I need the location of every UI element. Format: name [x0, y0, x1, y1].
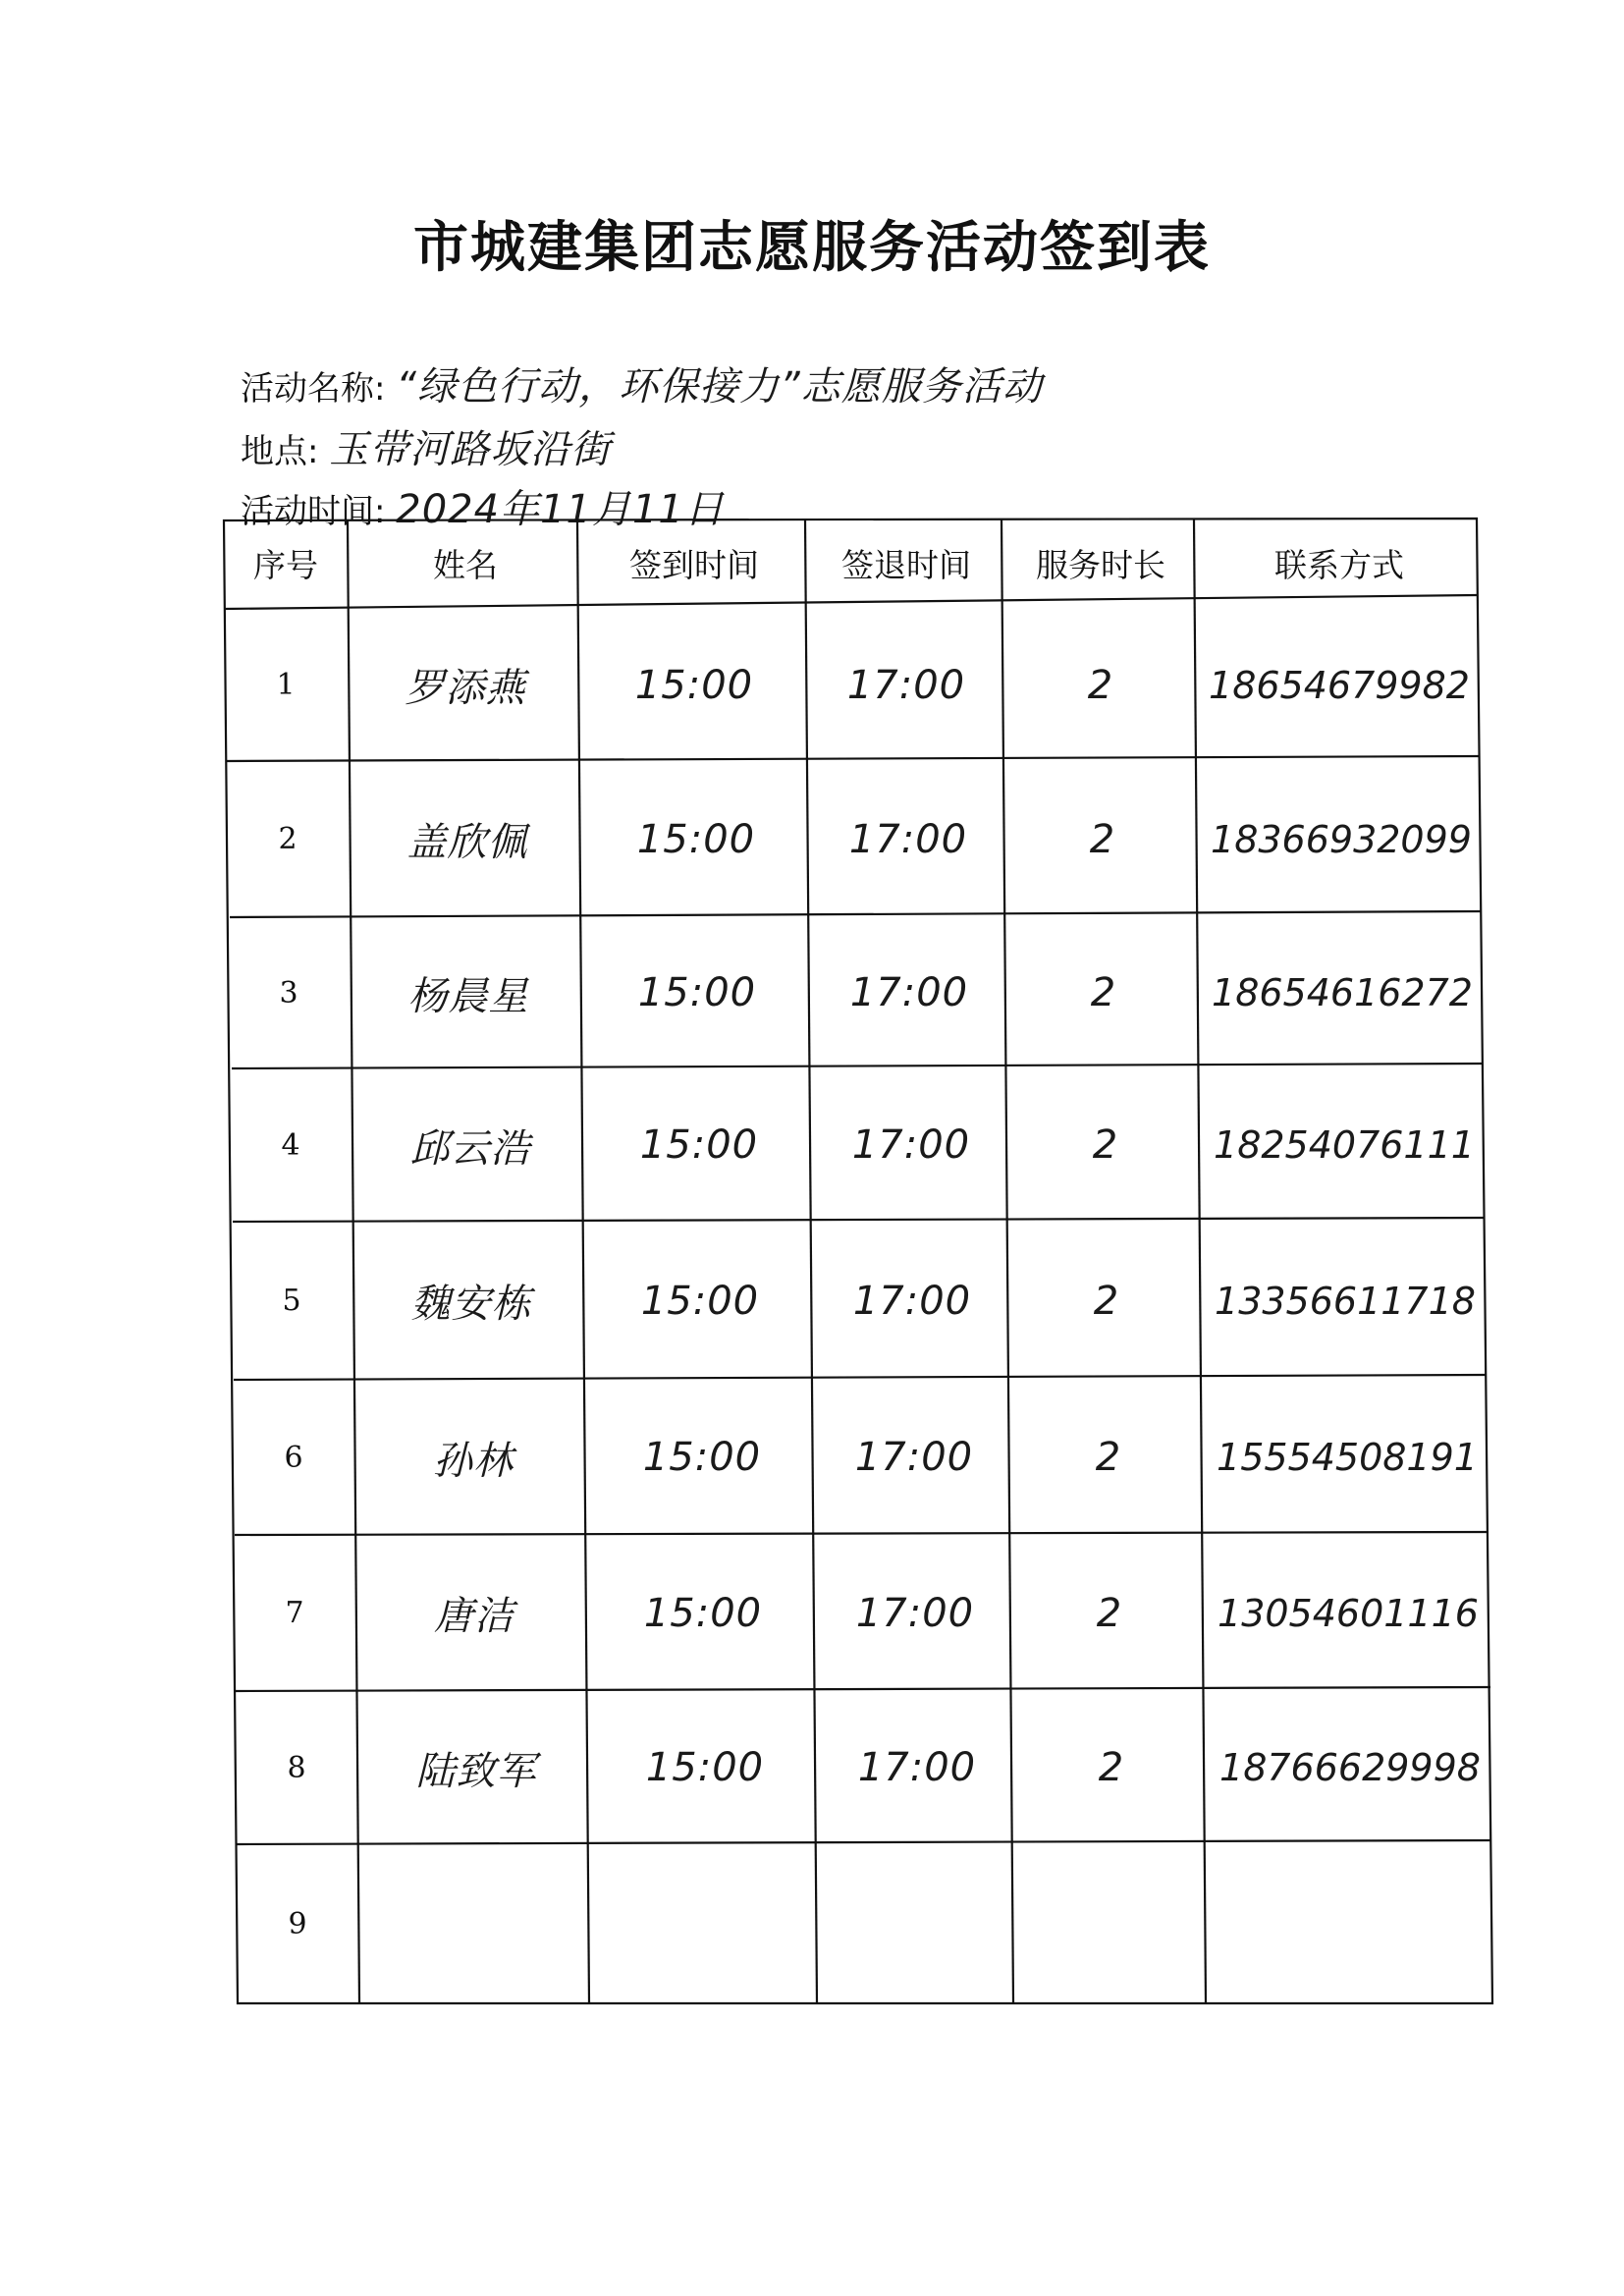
header-sign-in: 签到时间	[629, 545, 759, 584]
cell-name: 唐洁	[434, 1594, 514, 1639]
cell-sign-in	[593, 1848, 819, 1999]
cell-hours: 2	[1089, 816, 1116, 862]
cell-name: 孙林	[433, 1438, 514, 1484]
cell-contact: 13356611718	[1215, 1279, 1476, 1323]
cell-hours: 2	[1090, 970, 1117, 1015]
cell-contact: 15554508191	[1217, 1436, 1478, 1479]
cell-contact: 18654679982	[1209, 663, 1470, 707]
cell-contact: 13054601116	[1218, 1591, 1479, 1635]
cell-sign-out: 17:00	[857, 1745, 977, 1790]
cell-name: 陆致军	[415, 1748, 537, 1794]
cell-sign-in: 15:00	[643, 1590, 763, 1636]
cell-seq: 1	[276, 668, 296, 702]
cell-contact: 18254076111	[1214, 1123, 1475, 1167]
cell-seq: 9	[288, 1906, 307, 1941]
cell-seq: 3	[279, 975, 298, 1011]
activity-name-value: “绿色行动，环保接力”志愿服务活动	[396, 364, 1043, 410]
location-value: 玉带河路坂沿街	[329, 427, 612, 472]
cell-sign-out: 17:00	[854, 1435, 974, 1480]
cell-sign-in: 15:00	[640, 1278, 760, 1324]
cell-hours	[1017, 1848, 1208, 1999]
cell-sign-in: 15:00	[636, 816, 756, 862]
cell-name: 邱云浩	[409, 1125, 531, 1172]
cell-sign-out: 17:00	[855, 1590, 975, 1636]
cell-name: 罗添燕	[405, 666, 526, 711]
cell-seq: 5	[282, 1284, 301, 1318]
cell-sign-in: 15:00	[642, 1435, 762, 1480]
cell-name	[363, 1848, 591, 1999]
header-sign-out: 签退时间	[841, 545, 971, 584]
cell-hours: 2	[1095, 1435, 1122, 1480]
cell-seq: 2	[278, 822, 298, 856]
cell-hours: 2	[1096, 1590, 1123, 1636]
cell-sign-in: 15:00	[645, 1745, 765, 1790]
cell-contact: 18766629998	[1219, 1746, 1481, 1789]
header-hours: 服务时长	[1036, 545, 1165, 584]
cell-sign-out: 17:00	[851, 1122, 971, 1168]
cell-name: 魏安栋	[410, 1282, 532, 1327]
header-seq: 序号	[253, 545, 318, 584]
cell-sign-out: 17:00	[848, 816, 968, 862]
activity-time-label: 活动时间:	[241, 492, 386, 531]
page-title: 市城建集团志愿服务活动签到表	[413, 215, 1211, 280]
cell-hours: 2	[1087, 662, 1114, 708]
location-label: 地点:	[241, 432, 319, 471]
activity-name-label: 活动名称:	[241, 369, 386, 409]
header-name: 姓名	[433, 545, 498, 584]
activity-time-value: 2024年11月11日	[396, 487, 725, 532]
header-contact: 联系方式	[1274, 545, 1404, 584]
cell-contact: 18654616272	[1212, 971, 1473, 1014]
cell-sign-in: 15:00	[639, 1122, 759, 1168]
cell-sign-in: 15:00	[634, 662, 754, 708]
cell-seq: 6	[284, 1440, 303, 1475]
cell-sign-in: 15:00	[637, 970, 757, 1015]
cell-name: 杨晨星	[407, 973, 529, 1019]
cell-contact: 18366932099	[1211, 817, 1472, 861]
cell-hours: 2	[1093, 1278, 1120, 1324]
cell-seq: 8	[287, 1750, 306, 1785]
cell-sign-out	[821, 1848, 1015, 1999]
cell-hours: 2	[1092, 1122, 1119, 1168]
cell-sign-out: 17:00	[849, 970, 969, 1015]
cell-sign-out: 17:00	[852, 1278, 972, 1324]
cell-seq: 7	[285, 1596, 304, 1630]
cell-hours: 2	[1098, 1745, 1125, 1790]
cell-name: 盖欣佩	[406, 820, 528, 865]
cell-seq: 4	[281, 1127, 300, 1163]
cell-contact	[1210, 1848, 1492, 1999]
cell-sign-out: 17:00	[846, 662, 966, 708]
